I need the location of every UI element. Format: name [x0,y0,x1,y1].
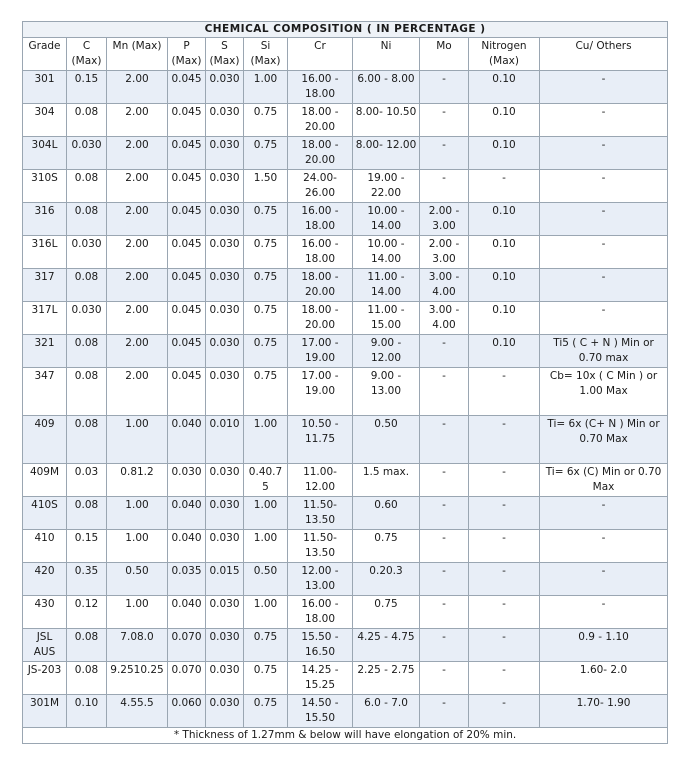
cell-nitrogen: - [469,170,540,203]
header-grade: Grade [23,38,67,71]
cell-s: 0.030 [206,203,244,236]
cell-cr: 18.00 - 20.00 [288,104,353,137]
cell-mn: 1.00 [107,530,168,563]
cell-nitrogen: - [469,596,540,629]
cell-mn: 2.00 [107,170,168,203]
cell-nitrogen: 0.10 [469,71,540,104]
cell-mn: 2.00 [107,203,168,236]
cell-s: 0.030 [206,629,244,662]
cell-cu-others: Ti5 ( C + N ) Min or 0.70 max [540,335,668,368]
cell-cr: 16.00 - 18.00 [288,596,353,629]
cell-nitrogen: 0.10 [469,302,540,335]
cell-p: 0.045 [168,302,206,335]
cell-cu-others: 1.70- 1.90 [540,695,668,728]
cell-ni: 0.60 [353,497,420,530]
header-p: P (Max) [168,38,206,71]
cell-ni: 8.00- 10.50 [353,104,420,137]
header-si: Si (Max) [244,38,288,71]
cell-cr: 18.00 - 20.00 [288,137,353,170]
cell-nitrogen: - [469,530,540,563]
cell-cr: 18.00 - 20.00 [288,269,353,302]
cell-mn: 0.50 [107,563,168,596]
cell-p: 0.035 [168,563,206,596]
cell-p: 0.070 [168,662,206,695]
cell-mn: 2.00 [107,269,168,302]
cell-c: 0.35 [67,563,107,596]
cell-p: 0.045 [168,368,206,416]
cell-mo: - [420,464,469,497]
header-c: C (Max) [67,38,107,71]
cell-cr: 16.00 - 18.00 [288,236,353,269]
table-row [23,137,668,170]
cell-si: 0.75 [244,302,288,335]
cell-ni: 9.00 - 12.00 [353,335,420,368]
cell-si: 0.75 [244,629,288,662]
cell-c: 0.08 [67,203,107,236]
cell-nitrogen: - [469,563,540,596]
cell-ni: 10.00 - 14.00 [353,236,420,269]
cell-mo: - [420,596,469,629]
cell-s: 0.015 [206,563,244,596]
cell-mn: 2.00 [107,368,168,416]
cell-mo: 2.00 - 3.00 [420,236,469,269]
table-row [23,662,668,695]
cell-mn: 2.00 [107,71,168,104]
cell-cu-others: - [540,170,668,203]
table-title: CHEMICAL COMPOSITION ( IN PERCENTAGE ) [23,22,668,38]
cell-cu-others: - [540,137,668,170]
cell-ni: 11.00 - 15.00 [353,302,420,335]
cell-grade: 317 [23,269,67,302]
cell-grade: JS-203 [23,662,67,695]
cell-cr: 10.50 - 11.75 [288,416,353,464]
cell-p: 0.070 [168,629,206,662]
cell-c: 0.08 [67,170,107,203]
cell-p: 0.045 [168,137,206,170]
cell-nitrogen: 0.10 [469,104,540,137]
cell-mn: 2.00 [107,104,168,137]
cell-c: 0.03 [67,464,107,497]
table-footnote: * Thickness of 1.27mm & below will have elongation of 20% min. [23,728,668,744]
cell-mn: 1.00 [107,416,168,464]
cell-mo: - [420,368,469,416]
cell-cu-others: - [540,269,668,302]
cell-p: 0.045 [168,170,206,203]
cell-c: 0.12 [67,596,107,629]
cell-p: 0.040 [168,596,206,629]
cell-mn: 2.00 [107,302,168,335]
table-row [23,203,668,236]
cell-mn: 1.00 [107,497,168,530]
cell-si: 0.40.75 [244,464,288,497]
cell-cu-others: - [540,530,668,563]
cell-grade: 317L [23,302,67,335]
cell-cu-others: - [540,104,668,137]
cell-mn: 7.08.0 [107,629,168,662]
cell-c: 0.08 [67,662,107,695]
cell-s: 0.030 [206,497,244,530]
cell-ni: 0.50 [353,416,420,464]
cell-p: 0.045 [168,269,206,302]
cell-grade: 410S [23,497,67,530]
table-row [23,302,668,335]
cell-cr: 17.00 - 19.00 [288,335,353,368]
cell-si: 1.00 [244,497,288,530]
chemical-composition-table [22,21,668,744]
cell-cr: 11.50- 13.50 [288,497,353,530]
cell-grade: 316 [23,203,67,236]
cell-grade: 347 [23,368,67,416]
cell-ni: 0.20.3 [353,563,420,596]
cell-c: 0.08 [67,629,107,662]
cell-p: 0.040 [168,530,206,563]
cell-si: 0.50 [244,563,288,596]
cell-nitrogen: - [469,497,540,530]
cell-s: 0.030 [206,335,244,368]
cell-nitrogen: - [469,368,540,416]
cell-cr: 12.00 - 13.00 [288,563,353,596]
table-row [23,629,668,662]
cell-cu-others: - [540,596,668,629]
cell-c: 0.08 [67,368,107,416]
table-row [23,170,668,203]
cell-si: 0.75 [244,203,288,236]
cell-si: 1.00 [244,530,288,563]
table-row [23,416,668,464]
cell-cr: 24.00- 26.00 [288,170,353,203]
cell-c: 0.15 [67,530,107,563]
cell-s: 0.030 [206,170,244,203]
cell-grade: 316L [23,236,67,269]
cell-mo: 3.00 - 4.00 [420,302,469,335]
cell-mo: - [420,497,469,530]
header-cu-others: Cu/ Others [540,38,668,71]
cell-mo: - [420,335,469,368]
cell-si: 0.75 [244,137,288,170]
cell-ni: 6.00 - 8.00 [353,71,420,104]
cell-si: 0.75 [244,335,288,368]
header-mn: Mn (Max) [107,38,168,71]
cell-ni: 8.00- 12.00 [353,137,420,170]
cell-mo: 2.00 - 3.00 [420,203,469,236]
cell-nitrogen: - [469,662,540,695]
cell-s: 0.030 [206,104,244,137]
cell-s: 0.030 [206,71,244,104]
cell-si: 0.75 [244,104,288,137]
cell-si: 1.00 [244,596,288,629]
cell-cu-others: - [540,71,668,104]
cell-s: 0.030 [206,662,244,695]
cell-c: 0.030 [67,236,107,269]
cell-si: 1.00 [244,416,288,464]
table-row [23,269,668,302]
cell-cu-others: 0.9 - 1.10 [540,629,668,662]
table-row [23,530,668,563]
cell-p: 0.045 [168,236,206,269]
cell-nitrogen: 0.10 [469,203,540,236]
table-row [23,497,668,530]
cell-ni: 0.75 [353,596,420,629]
cell-cr: 11.00- 12.00 [288,464,353,497]
cell-nitrogen: - [469,695,540,728]
cell-grade: 410 [23,530,67,563]
cell-si: 1.00 [244,71,288,104]
cell-p: 0.060 [168,695,206,728]
cell-ni: 1.5 max. [353,464,420,497]
cell-cu-others: - [540,203,668,236]
table-row [23,104,668,137]
cell-p: 0.045 [168,335,206,368]
cell-p: 0.030 [168,464,206,497]
cell-mn: 0.81.2 [107,464,168,497]
cell-cr: 15.50 - 16.50 [288,629,353,662]
cell-nitrogen: - [469,464,540,497]
cell-cr: 17.00 - 19.00 [288,368,353,416]
cell-nitrogen: - [469,416,540,464]
cell-cu-others: - [540,236,668,269]
cell-nitrogen: 0.10 [469,236,540,269]
cell-c: 0.15 [67,71,107,104]
cell-p: 0.045 [168,104,206,137]
cell-s: 0.030 [206,302,244,335]
cell-mn: 4.55.5 [107,695,168,728]
cell-mo: - [420,563,469,596]
cell-si: 1.50 [244,170,288,203]
cell-cu-others: Ti= 6x (C+ N ) Min or 0.70 Max [540,416,668,464]
cell-cr: 16.00 - 18.00 [288,203,353,236]
cell-mo: - [420,695,469,728]
cell-si: 0.75 [244,662,288,695]
header-row [23,38,668,71]
cell-grade: 301M [23,695,67,728]
cell-s: 0.030 [206,596,244,629]
cell-ni: 6.0 - 7.0 [353,695,420,728]
cell-cr: 11.50- 13.50 [288,530,353,563]
cell-si: 0.75 [244,368,288,416]
cell-c: 0.08 [67,269,107,302]
table-row [23,71,668,104]
cell-cu-others: Cb= 10x ( C Min ) or 1.00 Max [540,368,668,416]
cell-s: 0.030 [206,695,244,728]
header-mo: Mo [420,38,469,71]
cell-cu-others: - [540,563,668,596]
cell-ni: 11.00 - 14.00 [353,269,420,302]
table-body [23,71,668,728]
cell-mo: - [420,662,469,695]
cell-ni: 0.75 [353,530,420,563]
table-row [23,236,668,269]
cell-grade: 304 [23,104,67,137]
cell-cu-others: - [540,302,668,335]
cell-mo: - [420,137,469,170]
table-row [23,368,668,416]
cell-mo: - [420,71,469,104]
cell-nitrogen: 0.10 [469,335,540,368]
cell-c: 0.030 [67,137,107,170]
cell-cu-others: Ti= 6x (C) Min or 0.70 Max [540,464,668,497]
cell-mo: - [420,530,469,563]
cell-cr: 14.25 - 15.25 [288,662,353,695]
cell-mo: - [420,170,469,203]
cell-grade: JSL AUS [23,629,67,662]
cell-grade: 310S [23,170,67,203]
cell-grade: 321 [23,335,67,368]
cell-p: 0.040 [168,497,206,530]
cell-ni: 19.00 - 22.00 [353,170,420,203]
table-row [23,695,668,728]
cell-si: 0.75 [244,269,288,302]
cell-cu-others: 1.60- 2.0 [540,662,668,695]
cell-cu-others: - [540,497,668,530]
cell-s: 0.010 [206,416,244,464]
header-s: S (Max) [206,38,244,71]
cell-mn: 2.00 [107,137,168,170]
cell-si: 0.75 [244,695,288,728]
cell-ni: 2.25 - 2.75 [353,662,420,695]
cell-c: 0.08 [67,416,107,464]
cell-ni: 10.00 - 14.00 [353,203,420,236]
table-row [23,596,668,629]
table-row [23,563,668,596]
cell-nitrogen: - [469,629,540,662]
cell-mo: - [420,104,469,137]
cell-cr: 16.00 - 18.00 [288,71,353,104]
cell-mn: 1.00 [107,596,168,629]
cell-grade: 409M [23,464,67,497]
table-row [23,335,668,368]
header-nitrogen: Nitrogen (Max) [469,38,540,71]
cell-ni: 9.00 - 13.00 [353,368,420,416]
cell-mn: 2.00 [107,236,168,269]
cell-mn: 2.00 [107,335,168,368]
composition-table-container [22,21,667,744]
cell-nitrogen: 0.10 [469,269,540,302]
cell-c: 0.10 [67,695,107,728]
header-ni: Ni [353,38,420,71]
cell-p: 0.045 [168,71,206,104]
cell-s: 0.030 [206,368,244,416]
cell-ni: 4.25 - 4.75 [353,629,420,662]
cell-mo: - [420,629,469,662]
cell-mo: - [420,416,469,464]
cell-grade: 409 [23,416,67,464]
cell-c: 0.08 [67,104,107,137]
cell-p: 0.045 [168,203,206,236]
cell-s: 0.030 [206,236,244,269]
header-cr: Cr [288,38,353,71]
cell-s: 0.030 [206,269,244,302]
cell-grade: 304L [23,137,67,170]
cell-p: 0.040 [168,416,206,464]
cell-c: 0.08 [67,335,107,368]
cell-mn: 9.2510.25 [107,662,168,695]
cell-grade: 420 [23,563,67,596]
cell-cr: 18.00 - 20.00 [288,302,353,335]
cell-cr: 14.50 - 15.50 [288,695,353,728]
cell-s: 0.030 [206,464,244,497]
cell-grade: 301 [23,71,67,104]
cell-s: 0.030 [206,137,244,170]
table-row [23,464,668,497]
cell-grade: 430 [23,596,67,629]
cell-si: 0.75 [244,236,288,269]
cell-c: 0.08 [67,497,107,530]
cell-mo: 3.00 - 4.00 [420,269,469,302]
cell-c: 0.030 [67,302,107,335]
cell-nitrogen: 0.10 [469,137,540,170]
cell-s: 0.030 [206,530,244,563]
